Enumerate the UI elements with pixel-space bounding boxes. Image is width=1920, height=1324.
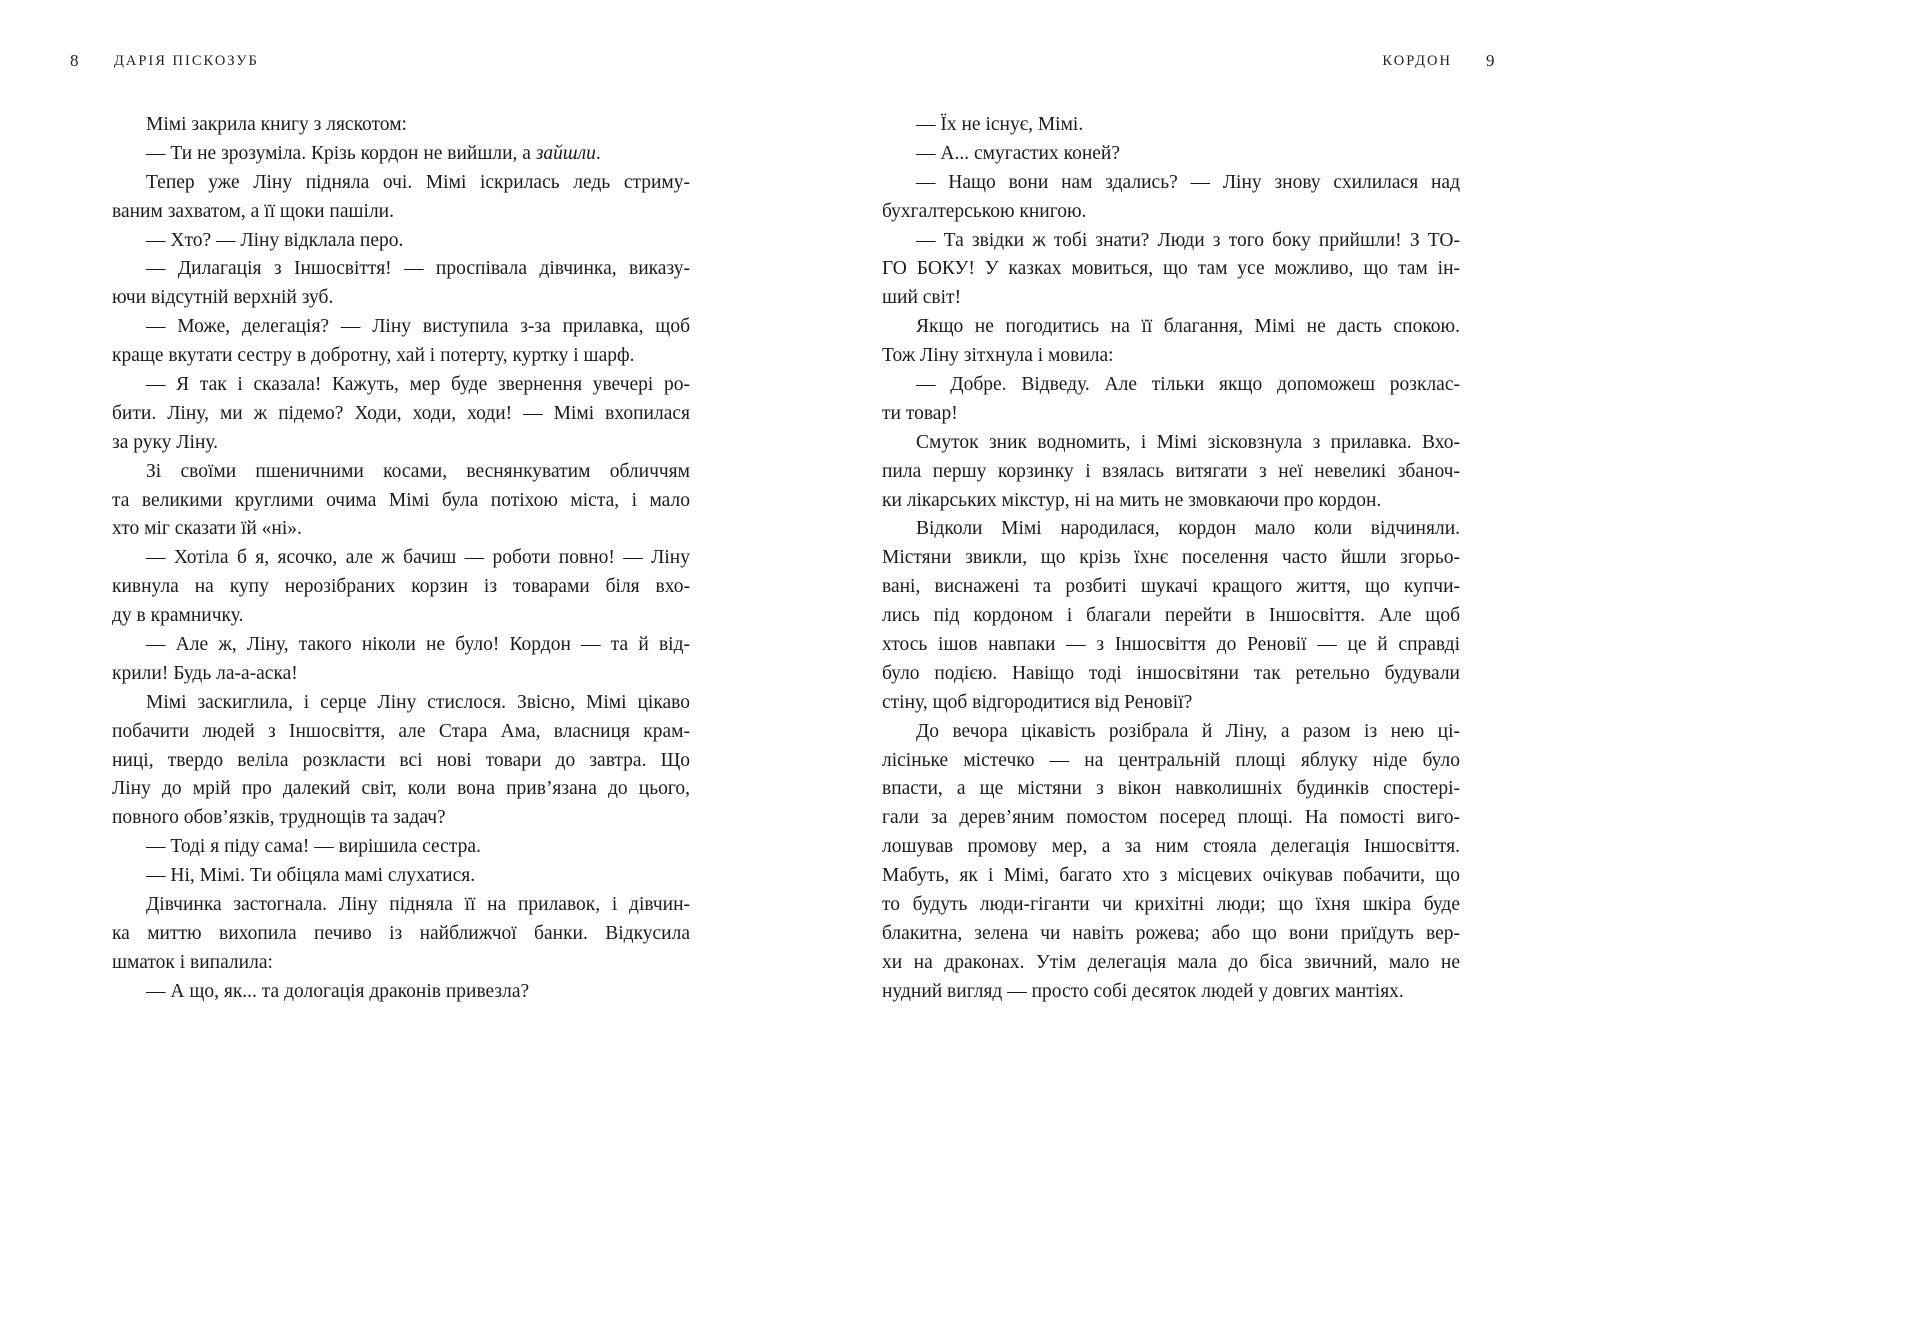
text-line: ка миттю вихопила печиво із найближчої банки. Відкусила: [112, 922, 690, 944]
text-line: ти товар!: [882, 402, 958, 424]
text-line: побачити людей з Іншосвіття, але Стара Ама, власниця крам-: [112, 720, 690, 742]
text-line: — Дилагація з Іншосвіття! — проспівала дівчинка, виказу-: [146, 258, 690, 280]
text-line: — Ні, Мімі. Ти обіцяла мамі слухатися.: [146, 865, 476, 887]
text-line: — А що, як... та дологація драконів привезла?: [146, 980, 530, 1002]
text-line: Ліну до мрій про далекий світ, коли вона прив’язана до цього,: [112, 778, 690, 800]
text-line: — Хто? — Ліну відклала перо.: [146, 229, 404, 251]
text-line: ючи відсутній верхній зуб.: [112, 287, 334, 309]
text-line: гали за дерев’яним помостом посеред площі. На помості виго-: [882, 807, 1460, 829]
text-line: та великими круглими очима Мімі була потіхою міста, і мало: [112, 489, 690, 511]
text-line: — Може, делегація? — Ліну виступила з-за прилавка, щоб: [146, 316, 690, 338]
text-line: Тож Ліну зітхнула і мовила:: [882, 345, 1114, 367]
text-line: бити. Ліну, ми ж підемо? Ходи, ходи, ходи! — Мімі вхопилася: [112, 402, 690, 424]
text-line: — Добре. Відведу. Але тільки якщо допоможеш розклас-: [916, 374, 1460, 396]
text-line: лошував промову мер, а за ним стояла делегація Іншосвіття.: [882, 836, 1460, 858]
text-line: кивнула на купу нерозібраних корзин із товарами біля вхо-: [112, 576, 690, 598]
right-text-column: [882, 111, 1460, 1007]
text-line: Якщо не погодитись на її благання, Мімі не дасть спокою.: [916, 316, 1460, 338]
text-line: Смуток зник водномить, і Мімі зісковзнула з прилавка. Вхо-: [916, 431, 1460, 453]
text-line: — Я так і сказала! Кажуть, мер буде звернення увечері ро-: [146, 374, 690, 396]
text-line: Тепер уже Ліну підняла очі. Мімі іскрилась ледь стриму-: [146, 171, 690, 193]
text-line: — Ти не зрозуміла. Крізь кордон не вийшли, а зайшли.: [146, 142, 601, 164]
text-line: До вечора цікавість розібрала й Ліну, а разом із нею ці-: [916, 720, 1460, 742]
text-line: хто міг сказати їй «ні».: [112, 518, 302, 540]
text-line: — Хотіла б я, ясочко, але ж бачиш — роботи повно! — Ліну: [146, 547, 690, 569]
text-line: пила першу корзинку і взялась витягати з неї невеликі збаноч-: [882, 460, 1460, 482]
text-line: краще вкутати сестру в добротну, хай і потерту, куртку і шарф.: [112, 345, 635, 367]
text-line: Містяни звикли, що крізь їхнє поселення часто йшли згорьо-: [882, 547, 1460, 569]
left-running-header: ДАРІЯ ПІСКОЗУБ: [114, 53, 259, 69]
text-line: ду в крамничку.: [112, 605, 244, 627]
right-page-number: 9: [1486, 51, 1495, 70]
text-line: хтось ішов навпаки — з Іншосвіття до Реновії — це й справді: [882, 634, 1460, 656]
text-line: бухгалтерською книгою.: [882, 200, 1087, 222]
text-line: Зі своїми пшеничними косами, веснянкуватим обличчям: [146, 460, 690, 482]
text-line: за руку Ліну.: [112, 431, 219, 453]
text-line: ки лікарських мікстур, ні на мить не змовкаючи про кордон.: [882, 489, 1382, 511]
text-line: нудний вигляд — просто собі десяток людей у довгих мантіях.: [882, 980, 1404, 1002]
text-line: стіну, щоб відгородитися від Реновії?: [882, 691, 1193, 713]
text-line: лись під кордоном і благали перейти в Іншосвіття. Але щоб: [882, 605, 1460, 627]
text-line: було подією. Навіщо тоді іншосвітяни так ретельно будували: [882, 662, 1460, 684]
text-line: повного обов’язків, труднощів та задач?: [112, 807, 446, 829]
text-line: Мабуть, як і Мімі, багато хто з місцевих очікував побачити, що: [882, 865, 1460, 887]
left-page-number: 8: [70, 51, 79, 70]
text-line: хи на драконах. Утім делегація мала до біса звичний, мало не: [882, 951, 1460, 973]
text-line: — Нащо вони нам здались? — Ліну знову схилилася над: [916, 171, 1460, 193]
text-line: вані, виснажені та розбиті шукачі кращого життя, що купчи-: [882, 576, 1460, 598]
left-text-column: [112, 111, 690, 1007]
text-line: блакитна, зелена чи навіть рожева; або що вони приїдуть вер-: [882, 922, 1460, 944]
text-line: лісіньке містечко — на центральній площі яблуку ніде було: [882, 749, 1460, 771]
text-line: ниці, твердо веліла розкласти всі нові товари до завтра. Що: [112, 749, 690, 771]
text-line: крили! Будь ла-а-аска!: [112, 662, 298, 684]
text-line: ший світ!: [882, 287, 962, 309]
text-line: ваним захватом, а її щоки пашіли.: [112, 200, 394, 222]
text-line: то будуть люди-гіганти чи крихітні люди; що їхня шкіра буде: [882, 894, 1460, 916]
text-line: Мімі заскиглила, і серце Ліну стислося. Звісно, Мімі цікаво: [146, 691, 690, 713]
text-line: — А... смугастих коней?: [916, 142, 1121, 164]
text-line: — Та звідки ж тобі знати? Люди з того боку прийшли! З ТО-: [916, 229, 1460, 251]
text-line: ГО БОКУ! У казках мовиться, що там усе можливо, що там ін-: [882, 258, 1460, 280]
text-line: Мімі закрила книгу з ляскотом:: [146, 114, 407, 135]
text-line: впасти, а ще містяни з вікон навколишніх будинків спостері-: [882, 778, 1460, 800]
text-line: — Тоді я піду сама! — вирішила сестра.: [146, 836, 481, 858]
text-line: шматок і випалила:: [112, 951, 273, 973]
text-line: Відколи Мімі народилася, кордон мало коли відчиняли.: [916, 518, 1460, 540]
text-line: — Але ж, Ліну, такого ніколи не було! Кордон — та й від-: [146, 634, 690, 656]
right-running-header: КОРДОН: [1382, 53, 1452, 69]
text-line: — Їх не існує, Мімі.: [916, 114, 1084, 135]
text-line: Дівчинка застогнала. Ліну підняла її на прилавок, і дівчин-: [146, 894, 690, 916]
